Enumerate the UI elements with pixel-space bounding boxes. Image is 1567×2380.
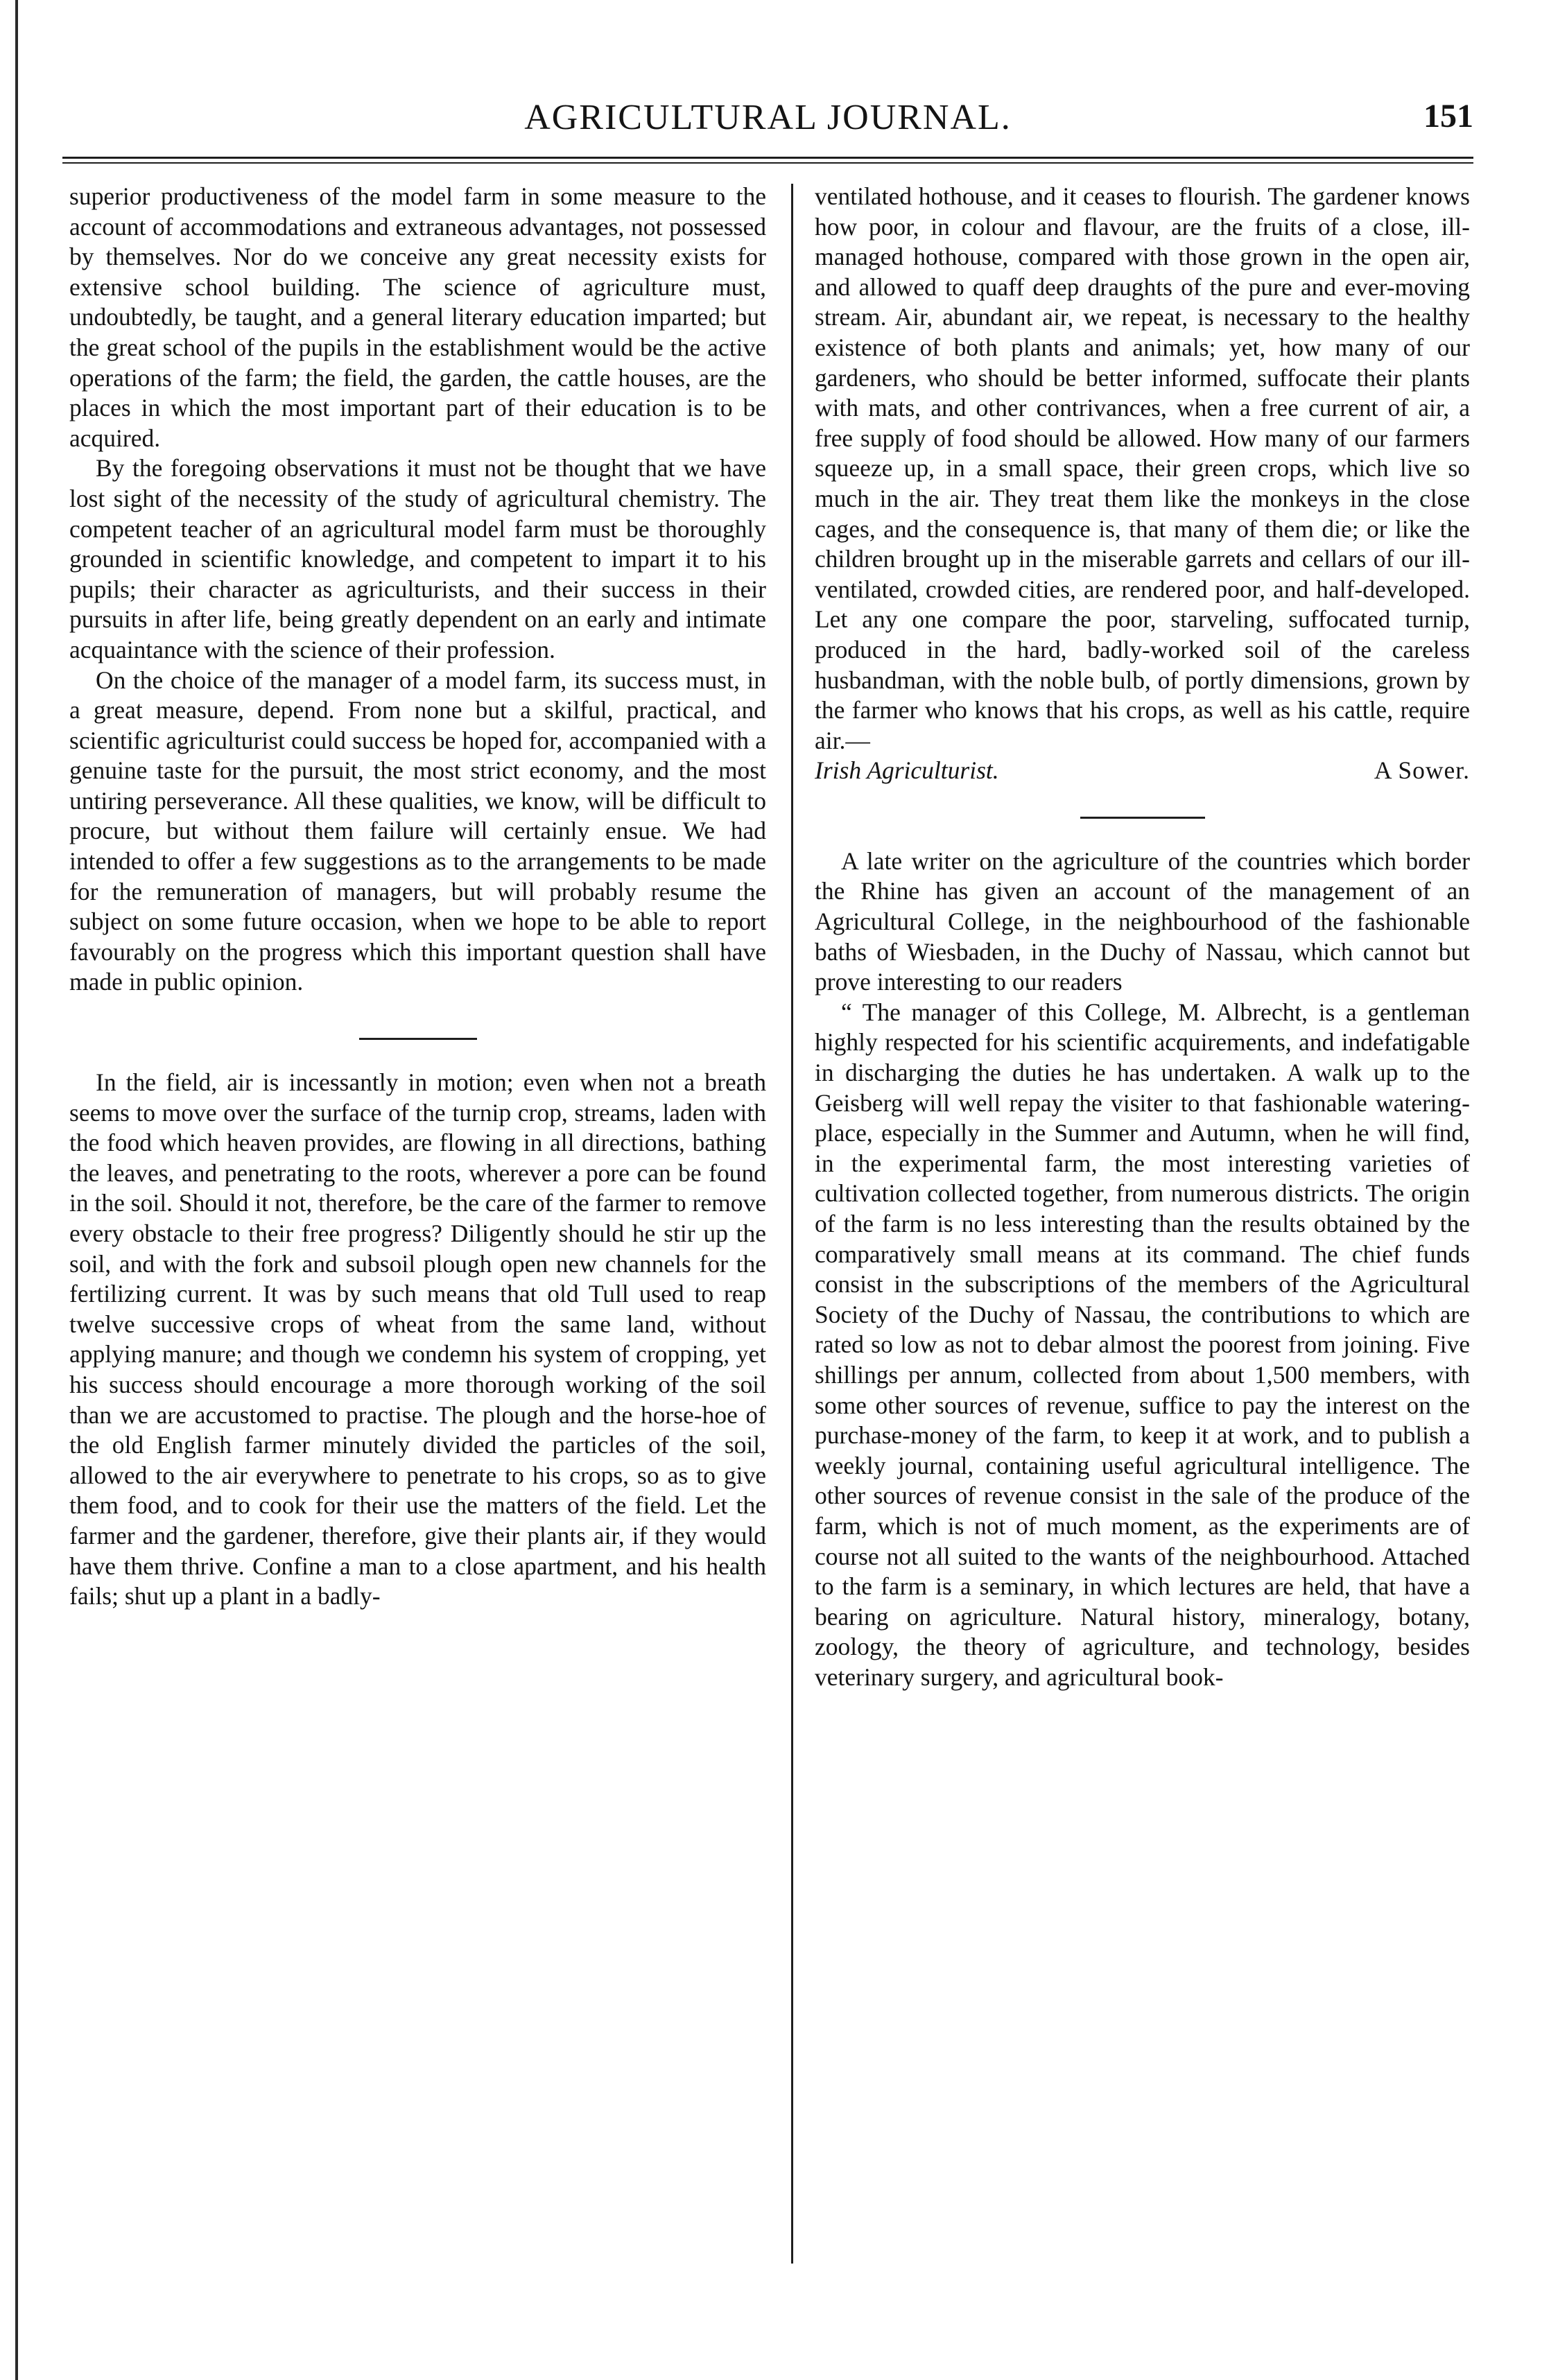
column-divider — [791, 184, 793, 2264]
page-number: 151 — [1423, 98, 1473, 134]
article-attribution — [815, 756, 1470, 786]
right-paragraph-3: “ The manager of this College, M. Albrecht, is a gentleman highly respected for his scientific acquirements, and indefatigable in discharging the duties he has undertaken. A walk up to the Geisberg will well repay the visiter to that fashionable watering-place, especially in the Summer and Autumn, when he will find, in the experimental farm, the most interesting varieties of cultivation collected together, from numerous districts. The origin of the farm is no less interesting than the results obtained by the comparatively small means at its command. The chief funds consist in the subscriptions of the members of the Agricultural Society of the Duchy of Nassau, the contributions to which are rated so low as not to debar almost the poorest from joining. Five shillings per annum, collected from about 1,500 members, with some other sources of revenue, suffice to pay the interest on the purchase-money of the farm, to keep it at work, and to publish a weekly journal, containing useful agricultural intelligence. The other sources of revenue consist in the sale of the produce of the farm, which is not of much moment, as the experiments are of course not all suited to the wants of the neighbourhood. Attached to the farm is a seminary, in which lectures are held, that have a bearing on agriculture. Natural history, mineralogy, botany, zoology, the theory of agriculture, and technology, besides veterinary surgery, and agricultural book- — [815, 998, 1470, 1691]
left-paragraph-2: By the foregoing observations it must not be thought that we have lost sight of the necessity of the study of agricultural chemistry. The competent teacher of an agricultural model farm must be thoroughly grounded in scientific knowledge, and competent to impart it to his pupils; their character as agriculturists, and their success in their pursuits in after life, being greatly dependent on an early and intimate acquaintance with the science of their profession. — [69, 454, 766, 663]
right-paragraph-1: ventilated hothouse, and it ceases to flourish. The gardener knows how poor, in colour and flavour, are the fruits of a close, ill-managed hothouse, compared with those grown in the open air, and allowed to quaff deep draughts of the pure and ever-moving stream. Air, abundant air, we repeat, is necessary to the healthy existence of both plants and animals; yet, how many of our gardeners, who should be better informed, suffocate their plants with mats, and other contrivances, when a free current of air, a free supply of food should be allowed. How many of our farmers squeeze up, in a small space, their green crops, which live so much in the air. They treat them like the monkeys in the close cages, and the consequence is, that many of them die; or like the children brought up in the miserable garrets and cellars of our ill-ventilated, crowded cities, are rendered poor, and half-developed. Let any one compare the poor, starveling, suffocated turnip, produced in the hard, badly-worked soil of the careless husbandman, with the noble bulb, of portly dimensions, grown by the farmer who knows that his crops, as well as his cattle, require air.— — [815, 182, 1470, 754]
page-header — [62, 97, 1473, 146]
left-paragraph-4: In the field, air is incessantly in motion; even when not a breath seems to move over the surface of the turnip crop, streams, laden with the food which heaven provides, are flowing in all directions, bathing the leaves, and penetrating to the roots, wherever a pore can be found in the soil. Should it not, therefore, be the care of the farmer to remove every obstacle to their free progress? Diligently should he stir up the soil, and with the fork and subsoil plough open new channels for the fertilizing current. It was by such means that old Tull used to reap twelve successive crops of wheat from the same land, without applying manure; and though we condemn his system of cropping, yet his success should encourage a more thorough working of the soil than we are accustomed to practise. The plough and the horse-hoe of the old English farmer minutely divided the particles of the soil, allowed to the air everywhere to penetrate to his crops, so as to give them food, and to cook for their use the matters of the field. Let the farmer and the gardener, therefore, give their plants air, if they would have them thrive. Confine a man to a close apartment, and his health fails; shut up a plant in a badly- — [69, 1068, 766, 1610]
attribution-author: A Sower. — [1374, 756, 1470, 785]
page-edge-rule — [15, 0, 18, 2380]
header-rule-bottom — [62, 162, 1473, 164]
right-paragraph-2: A late writer on the agriculture of the countries which border the Rhine has given an account of the management of an Agricultural College, in the neighbourhood of the fashionable baths of Wiesbaden, in the Duchy of Nassau, which cannot but prove interesting to our readers — [815, 846, 1470, 996]
left-column — [69, 182, 766, 1612]
journal-title: AGRICULTURAL JOURNAL. — [524, 98, 1012, 137]
attribution-source: Irish Agriculturist. — [815, 756, 999, 785]
right-column — [815, 182, 1470, 1693]
left-paragraph-3: On the choice of the manager of a model farm, its success must, in a great measure, depend. From none but a skilful, practical, and scientific agriculturist could success be hoped for, accompanied with a genuine taste for the pursuit, the most strict economy, and the most untiring perseverance. All these qualities, we know, will be difficult to procure, but without them failure will certainly ensue. We had intended to offer a few suggestions as to the arrangements to be made for the remuneration of managers, but will probably resume the subject on some future occasion, when we hope to be able to report favourably on the progress which this important question shall have made in public opinion. — [69, 666, 766, 996]
header-rule-top — [62, 157, 1473, 159]
left-paragraph-1: superior productiveness of the model farm in some measure to the account of accommodations and extraneous advantages, not possessed by themselves. Nor do we conceive any great necessity exists for extensive school building. The science of agriculture must, undoubtedly, be taught, and a general literary education imparted; but the great school of the pupils in the establishment would be the active operations of the farm; the field, the garden, the cattle houses, are the places in which the most important part of their education is to be acquired. — [69, 182, 766, 452]
